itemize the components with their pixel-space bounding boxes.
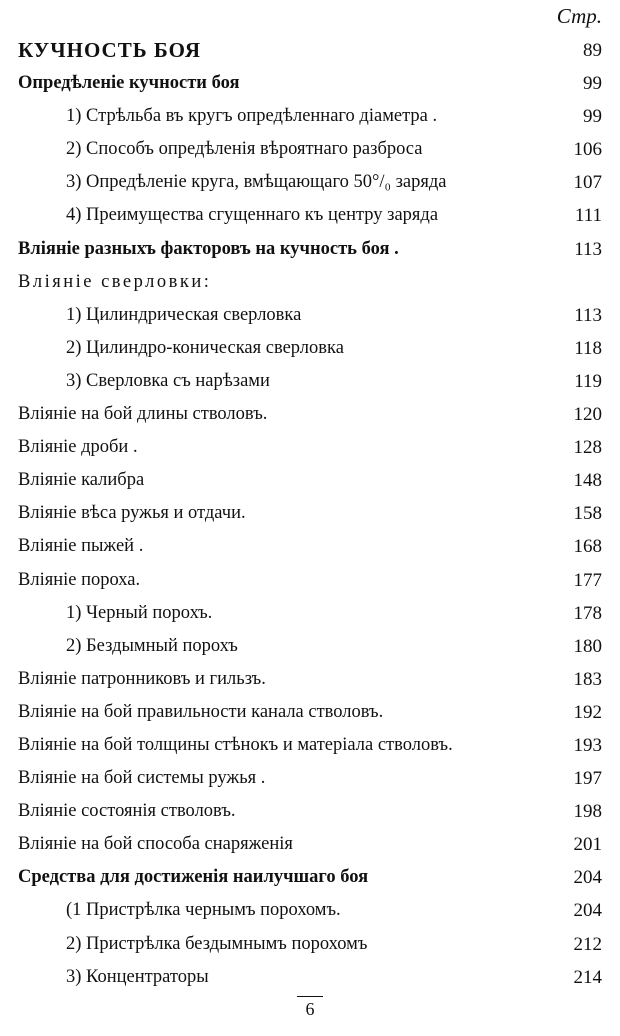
page-number: 6 (305, 999, 315, 1019)
toc-entry (0, 332, 620, 365)
toc-entry (0, 100, 620, 133)
toc-entry (0, 894, 620, 927)
toc-entry-title: Вліяніе пороха. (18, 569, 141, 590)
toc-entry (0, 597, 620, 630)
toc-entry-page: 212 (573, 933, 602, 955)
toc-entry-title: (1 Пристрѣлка чернымъ порохомъ. (66, 900, 341, 921)
toc-entry-page: 197 (573, 768, 602, 790)
toc-entry-title: Вліяніе на бой толщины стѣнокъ и матеріала стволовъ. (18, 734, 453, 755)
toc-entry-page: 192 (573, 701, 602, 723)
toc-entry-page: 178 (573, 602, 602, 624)
toc-entry-title: Вліяніе дроби . (18, 437, 138, 458)
toc-entry-title: 2) Цилиндро-коническая сверловка (66, 337, 344, 358)
toc-entry-title: 3) Опредѣленіе круга, вмѣщающаго 50°/₀ заряда (66, 172, 447, 193)
toc-entry-page: 180 (573, 635, 602, 657)
toc-entry (0, 199, 620, 232)
toc-entry-title: 4) Преимущества сгущеннаго къ центру заряда (66, 205, 439, 226)
toc-entry (0, 398, 620, 431)
toc-entry-page: 118 (574, 337, 602, 359)
toc-entry-page: 99 (583, 73, 602, 95)
toc-entry-title: 1) Стрѣльба въ кругъ опредѣленнаго діаметра . (66, 106, 438, 127)
page-footer (0, 996, 620, 1020)
toc-entry (0, 828, 620, 861)
toc-entry-title: Вліяніе состоянія стволовъ. (18, 801, 236, 822)
toc-entry (0, 67, 620, 100)
toc-entry-title: Средства для достиженія наилучшаго боя (18, 867, 369, 888)
toc-entry-title: Вліяніе пыжей . (18, 536, 144, 557)
toc-entry (0, 928, 620, 961)
toc-entry (0, 266, 620, 299)
toc-entry-title: Вліяніе на бой системы ружья . (18, 768, 266, 789)
toc-entry-title: Вліяніе сверловки: (18, 271, 212, 292)
toc-entry-page: 148 (573, 470, 602, 492)
toc-entry (0, 233, 620, 266)
toc-entry-title: 2) Пристрѣлка бездымнымъ порохомъ (66, 933, 368, 954)
toc-entry (0, 696, 620, 729)
toc-entry (0, 431, 620, 464)
toc-entry-page: 193 (573, 734, 602, 756)
footer-rule (297, 996, 323, 997)
toc-entry-page: 120 (573, 404, 602, 426)
toc-entry-title: Опредѣленіе кучности боя (18, 73, 240, 94)
toc-entry (0, 464, 620, 497)
toc-entry-page: 89 (583, 40, 602, 61)
toc-entry (0, 299, 620, 332)
toc-entry-page: 106 (573, 139, 602, 161)
toc-entry-title: КУЧНОСТЬ БОЯ (18, 38, 202, 62)
toc-entry-page: 168 (573, 536, 602, 558)
toc-entry-title: Вліяніе разныхъ факторовъ на кучность боя . (18, 238, 399, 259)
toc-entry (0, 166, 620, 199)
toc-entry-title: 2) Способъ опредѣленія вѣроятнаго разброса (66, 139, 423, 160)
toc-entry-page: 177 (573, 569, 602, 591)
toc-entry (0, 630, 620, 663)
toc-entry-page: 111 (574, 205, 602, 227)
toc-entry-title: 1) Черный порохъ. (66, 602, 213, 623)
toc-entry (0, 961, 620, 994)
toc-entry (0, 530, 620, 563)
toc-entry-page: 128 (573, 437, 602, 459)
toc-entry-title: Вліяніе на бой длины стволовъ. (18, 404, 268, 425)
toc-entry-page: 201 (573, 834, 602, 856)
toc-entry (0, 663, 620, 696)
toc-entry-title: 1) Цилиндрическая сверловка (66, 304, 302, 325)
toc-entry-title: 3) Концентраторы (66, 966, 209, 987)
toc-entry-page: 183 (573, 668, 602, 690)
table-of-contents (0, 34, 620, 994)
toc-entry-title: Вліяніе на бой правильности канала стволовъ. (18, 701, 384, 722)
toc-entry-page: 113 (574, 304, 602, 326)
toc-entry-page: 198 (573, 801, 602, 823)
toc-entry (0, 34, 620, 67)
toc-entry-title: 3) Сверловка съ нарѣзами (66, 370, 270, 391)
toc-entry (0, 729, 620, 762)
toc-entry-page: 204 (573, 900, 602, 922)
toc-entry (0, 564, 620, 597)
toc-entry (0, 497, 620, 530)
toc-entry-page: 107 (573, 172, 602, 194)
toc-entry (0, 133, 620, 166)
toc-entry (0, 861, 620, 894)
toc-entry (0, 795, 620, 828)
toc-entry (0, 762, 620, 795)
toc-entry-page: 119 (574, 370, 602, 392)
toc-entry-page: 214 (573, 966, 602, 988)
toc-entry-title: Вліяніе вѣса ружья и отдачи. (18, 503, 246, 524)
toc-entry (0, 365, 620, 398)
toc-entry-title: 2) Бездымный порохъ (66, 635, 238, 656)
toc-entry-page: 99 (583, 106, 602, 128)
toc-entry-page: 204 (573, 867, 602, 889)
toc-entry-page: 158 (573, 503, 602, 525)
toc-entry-title: Вліяніе на бой способа снаряженія (18, 834, 293, 855)
toc-entry-page: 113 (574, 238, 602, 260)
toc-entry-title: Вліяніе патронниковъ и гильзъ. (18, 668, 266, 689)
page-column-header: Стр. (556, 4, 602, 28)
toc-entry-title: Вліяніе калибра (18, 470, 145, 491)
